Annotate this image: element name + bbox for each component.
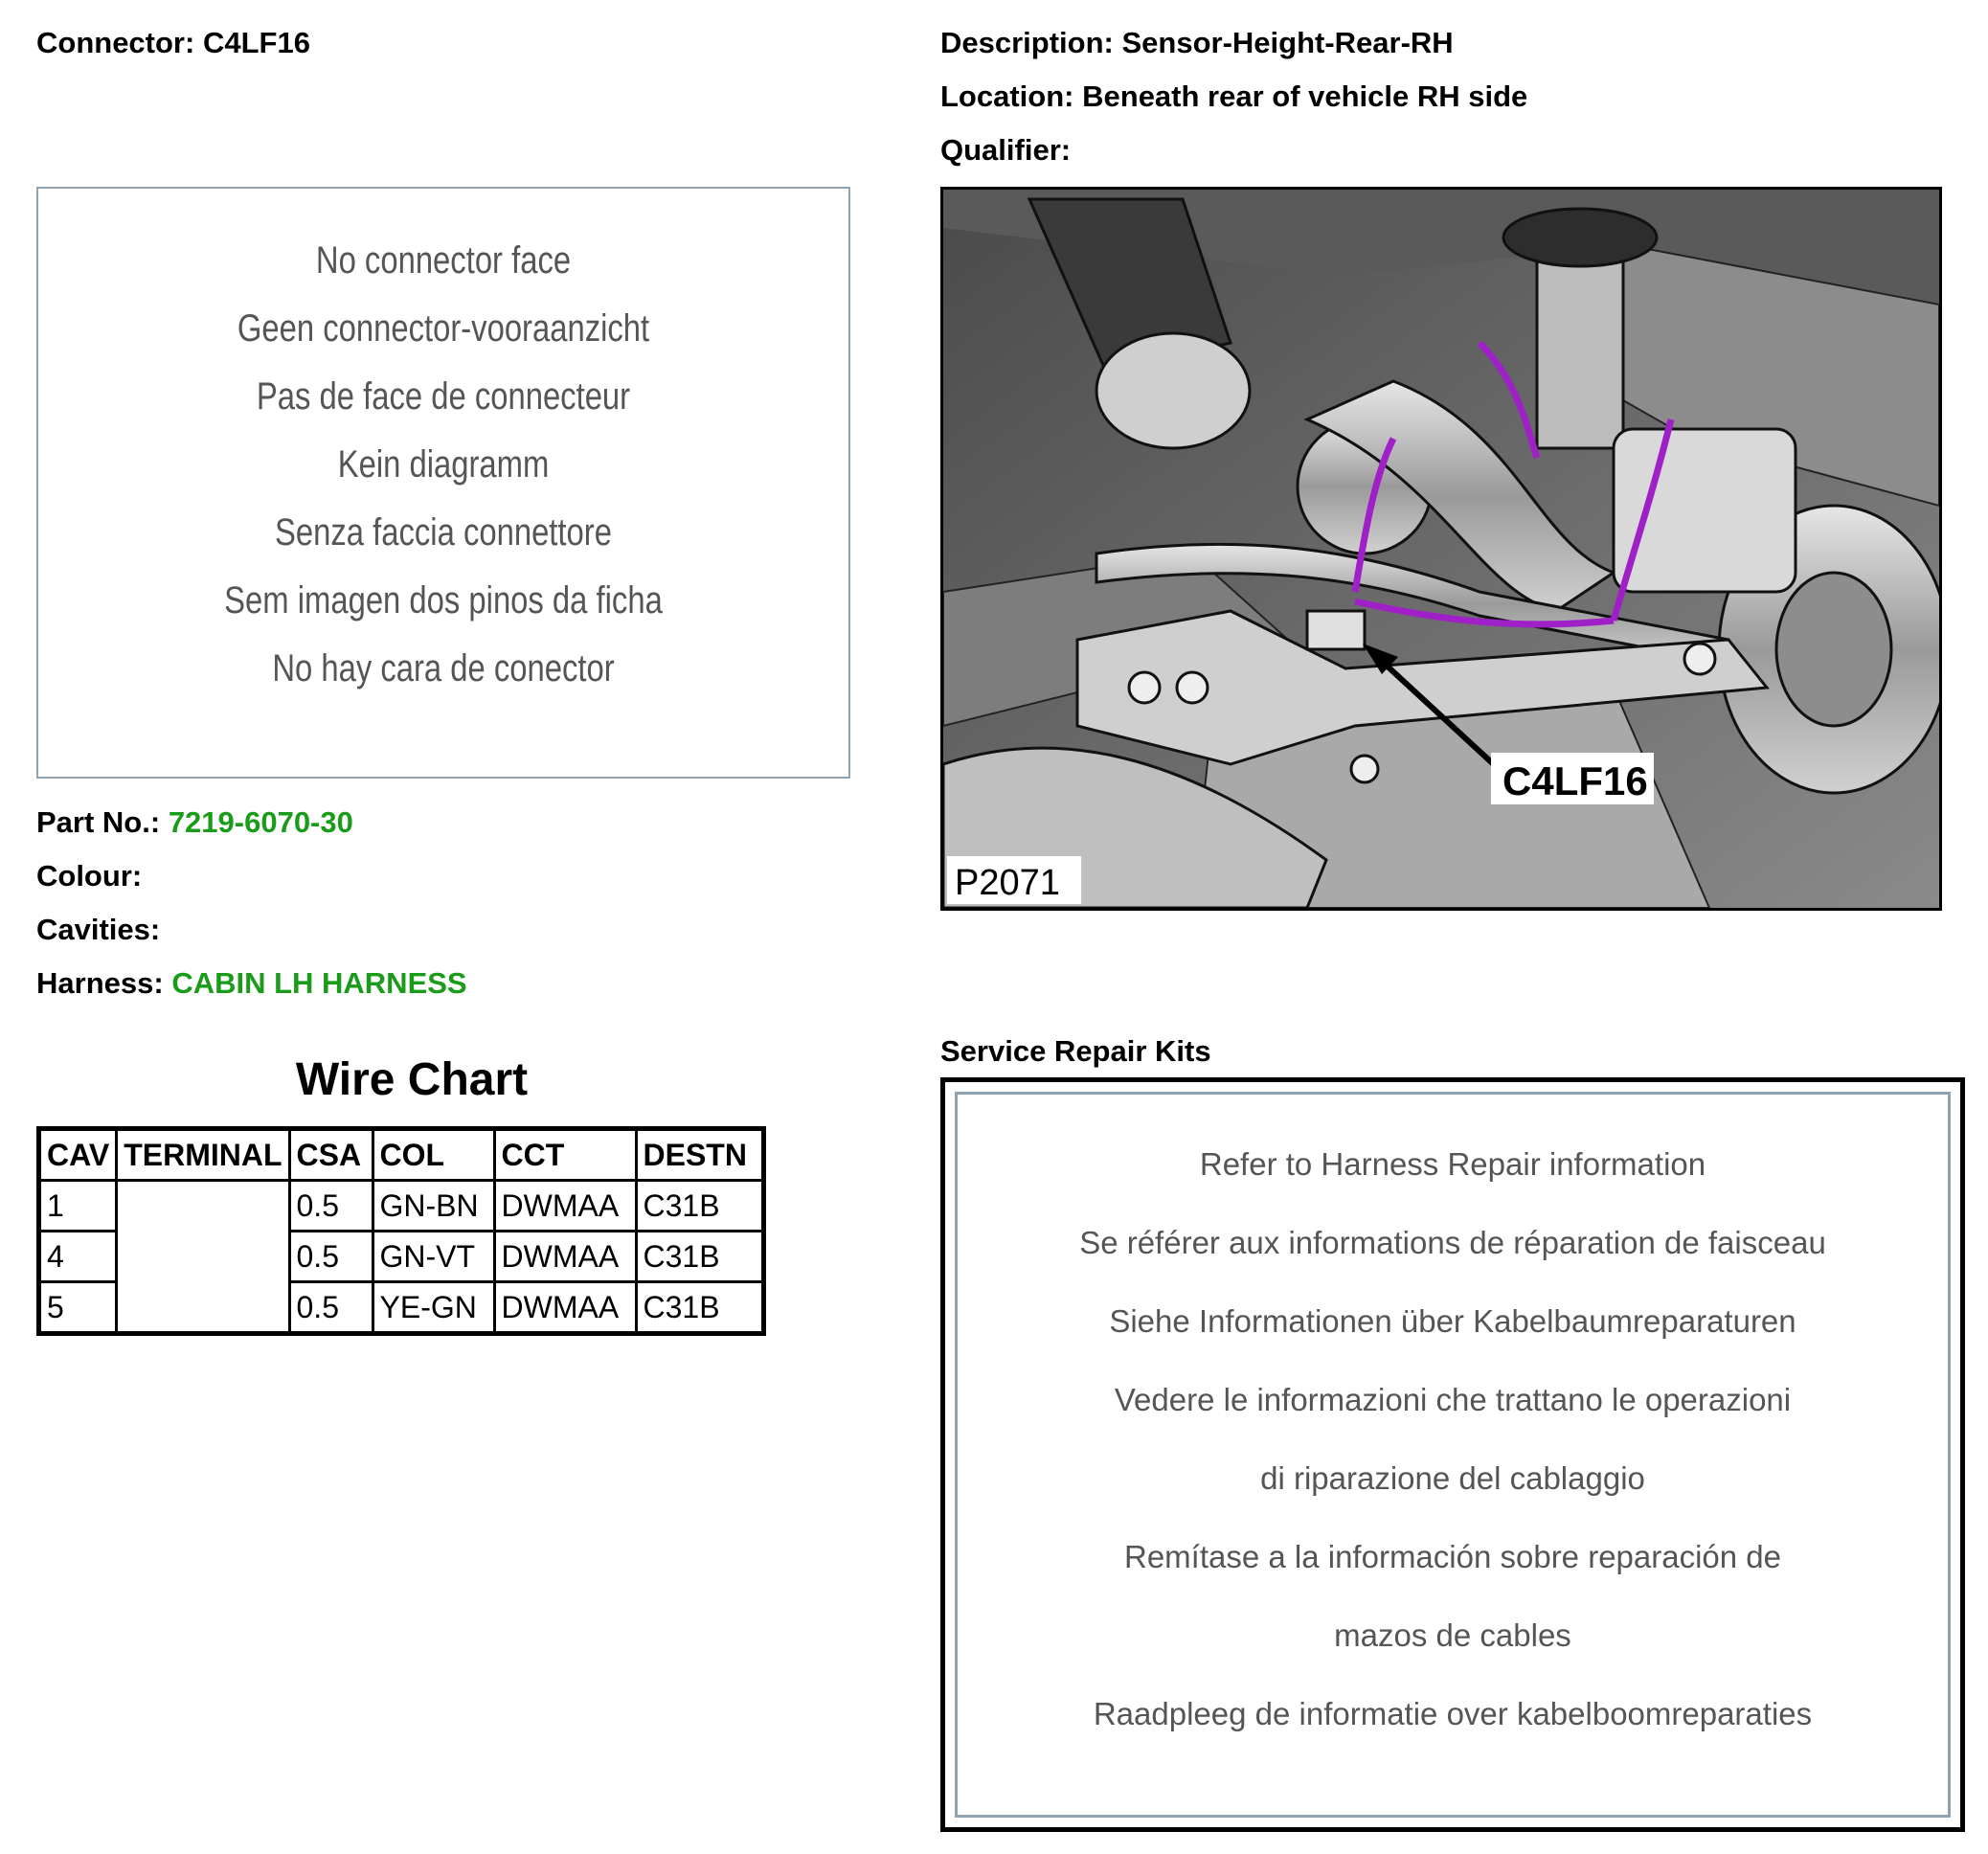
cell-destn: C31B (636, 1282, 763, 1334)
service-repair-kits-title: Service Repair Kits (940, 1034, 1211, 1068)
wire-chart-header-row (39, 1129, 764, 1181)
suspension-illustration (943, 190, 1939, 908)
cell-col: GN-VT (373, 1232, 494, 1282)
qualifier-label: Qualifier: (940, 133, 1072, 167)
cavities-field (36, 913, 160, 947)
cell-cct: DWMAA (494, 1232, 636, 1282)
col-header-terminal: TERMINAL (117, 1129, 289, 1181)
kit-line: di riparazione del cablaggio (1260, 1460, 1645, 1496)
service-repair-kits-inner (955, 1092, 1951, 1818)
kit-line: Raadpleeg de informatie over kabelboomreparaties (1093, 1696, 1813, 1731)
cell-cav: 5 (39, 1282, 117, 1334)
location-label: Location: (940, 79, 1074, 113)
face-line: Sem imagen dos pinos da ficha (224, 579, 663, 622)
part-no-link[interactable]: 7219-6070-30 (168, 805, 353, 839)
cell-col: YE-GN (373, 1282, 494, 1334)
kit-line: Vedere le informazioni che trattano le operazioni (1114, 1382, 1792, 1417)
wire-chart-title: Wire Chart (295, 1054, 529, 1105)
face-line: No hay cara de conector (272, 647, 615, 690)
kit-line: Se référer aux informations de réparation de faisceau (1079, 1225, 1826, 1260)
connector-face-box (36, 187, 850, 779)
cell-cct: DWMAA (494, 1282, 636, 1334)
colour-label: Colour: (36, 859, 143, 893)
kit-line: Siehe Informationen über Kabelbaumreparaturen (1109, 1303, 1796, 1339)
harness-field (36, 966, 467, 1001)
kit-line: Remítase a la información sobre reparación de (1123, 1539, 1782, 1574)
part-no-label: Part No.: (36, 805, 161, 839)
cell-cct: DWMAA (494, 1181, 636, 1232)
location-field (940, 79, 1527, 114)
cell-cav: 1 (39, 1181, 117, 1232)
face-line: No connector face (315, 239, 572, 282)
location-image (940, 187, 1942, 911)
cavities-label: Cavities: (36, 913, 161, 946)
description-value: Sensor-Height-Rear-RH (1121, 26, 1454, 59)
callout-label: C4LF16 (1502, 758, 1648, 803)
cell-terminal (117, 1181, 289, 1334)
description-field (940, 26, 1454, 60)
col-header-cct: CCT (494, 1129, 636, 1181)
connector-label: Connector: (36, 26, 195, 59)
face-line: Pas de face de connecteur (256, 375, 631, 418)
table-row (39, 1181, 764, 1232)
face-line: Senza faccia connettore (275, 511, 612, 554)
col-header-cav: CAV (39, 1129, 117, 1181)
harness-label: Harness: (36, 966, 164, 1000)
col-header-destn: DESTN (636, 1129, 763, 1181)
location-value: Beneath rear of vehicle RH side (1082, 79, 1528, 113)
image-ref-label: P2071 (955, 863, 1060, 903)
wire-chart-table (36, 1126, 766, 1336)
cell-destn: C31B (636, 1181, 763, 1232)
colour-field (36, 859, 142, 893)
cell-csa: 0.5 (289, 1232, 373, 1282)
harness-link[interactable]: CABIN LH HARNESS (171, 966, 467, 1000)
service-repair-kits-box (940, 1077, 1965, 1832)
part-no-field (36, 805, 353, 840)
cell-csa: 0.5 (289, 1282, 373, 1334)
cell-cav: 4 (39, 1232, 117, 1282)
qualifier-field (940, 133, 1071, 168)
col-header-col: COL (373, 1129, 494, 1181)
connector-value: C4LF16 (202, 26, 310, 59)
col-header-csa: CSA (289, 1129, 373, 1181)
description-label: Description: (940, 26, 1114, 59)
face-line: Geen connector-vooraanzicht (237, 307, 650, 350)
kit-line: Refer to Harness Repair information (1199, 1146, 1706, 1182)
cell-destn: C31B (636, 1232, 763, 1282)
face-line: Kein diagramm (337, 443, 550, 486)
cell-csa: 0.5 (289, 1181, 373, 1232)
connector-field (36, 26, 310, 60)
kit-line: mazos de cables (1334, 1617, 1571, 1653)
cell-col: GN-BN (373, 1181, 494, 1232)
